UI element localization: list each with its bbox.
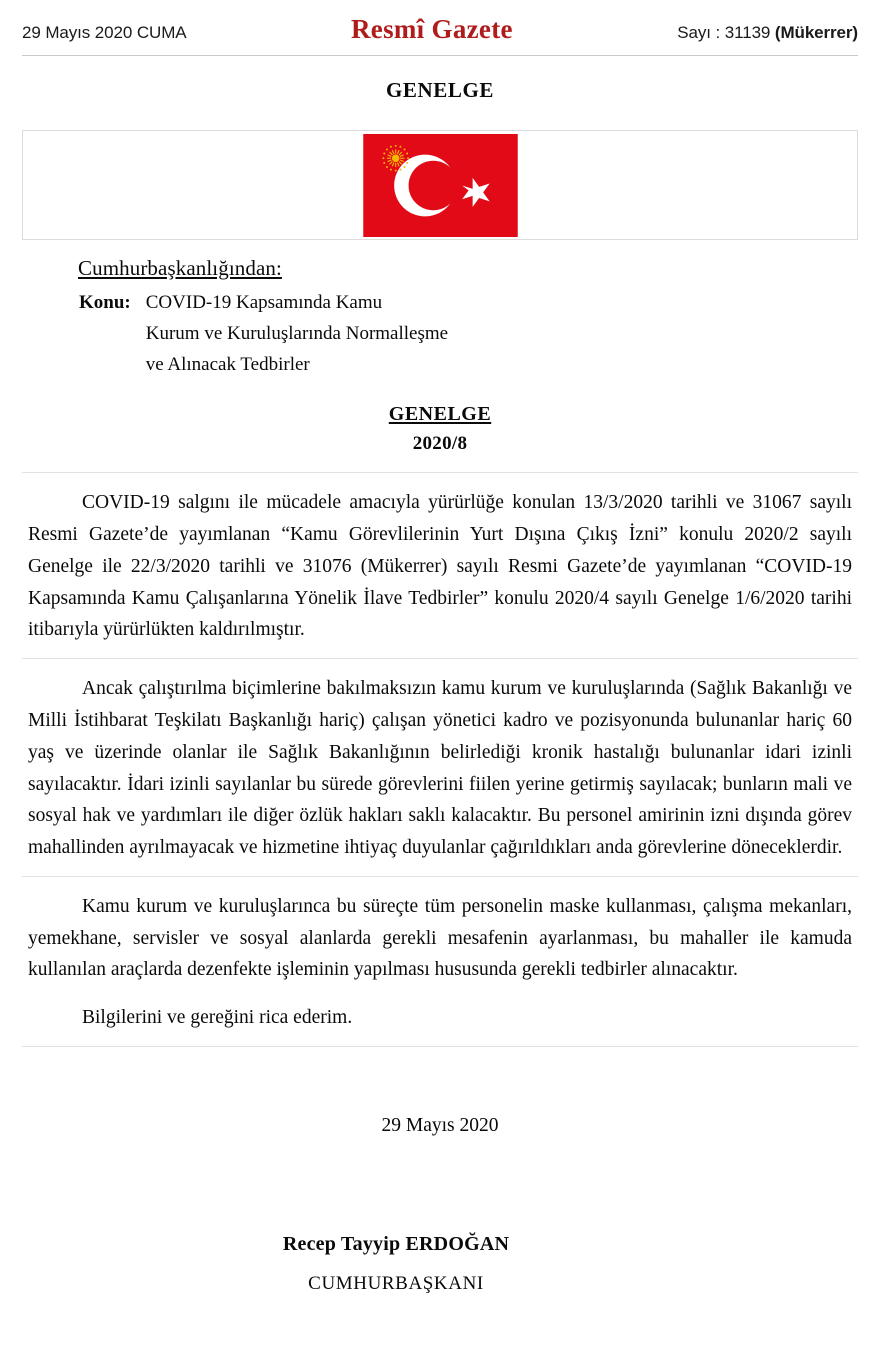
body-divider (22, 1046, 858, 1047)
masthead (0, 0, 880, 53)
document-type-heading: GENELGE (385, 78, 495, 102)
gazette-title: Resmî Gazete (351, 14, 513, 44)
closing-paragraph: Bilgilerini ve gereğini rica ederim. (82, 1007, 353, 1029)
issue-repeat-badge: (Mükerrer) (774, 23, 858, 42)
paragraph-block-3 (22, 877, 858, 1046)
paragraph-block-1 (22, 473, 858, 658)
circular-title-text: GENELGE (388, 403, 492, 426)
subject-value (145, 287, 449, 381)
subject-label: Konu: (79, 292, 131, 313)
issuing-authority: Cumhurbaşkanlığından: (78, 256, 282, 280)
signatory-name: Recep Tayyip ERDOĞAN (282, 1233, 510, 1256)
signature-date: 29 Mayıs 2020 (381, 1115, 499, 1137)
masthead-date: 29 Mayıs 2020 CUMA (22, 23, 187, 42)
body-paragraph: Ancak çalıştırılma biçimlerine bakılmaksızın kamu kurum ve kuruluşlarında (Sağlık Bakanlığı ve Milli İstihbarat Teşkilatı Başkanlığı hariç) çalışan yönetici kadro ve pozisyonunda bulunanlar hariç 60 yaş ve üzerinde olanlar ile Sağlık Bakanlığının belirlediği kronik hastalığı bulunanlar idari izinli sayılacaktır. İdari izinli sayılanlar bu sürede görevlerini fiilen yerine getirmiş sayılacak; bunların mali ve sosyal hak ve yardımları ile diğer özlük hakları saklı kalacaktır. Bu personel amirinin izni dışında görev mahallinden ayrılmayacak ve hizmetine ihtiyaç duyulanlar çağırıldıkları anda görevlerine döneceklerdir. (28, 678, 852, 859)
masthead-divider (22, 55, 858, 56)
flag-panel (22, 130, 858, 240)
body-paragraph: COVID-19 salgını ile mücadele amacıyla yürürlüğe konulan 13/3/2020 tarihli ve 31067 sayılı Resmi Gazete’de yayımlanan “Kamu Görevlilerinin Yurt Dışına Çıkış İzni” konulu 2020/2 sayılı Genelge ile 22/3/2020 tarihli ve 31076 (Mükerrer) sayılı Resmi Gazete’de yayımlanan “COVID-19 Kapsamında Kamu Çalışanlarına Yönelik İlave Tedbirler” konulu 2020/4 sayılı Genelge 1/6/2020 tarihi itibarıyla yürürlükten kaldırılmıştır. (28, 492, 852, 641)
subject-line: COVID-19 Kapsamında Kamu (145, 292, 383, 313)
issue-number-label: Sayı : 31139 (677, 23, 775, 42)
subject-line: Kurum ve Kuruluşlarında Normalleşme (145, 322, 449, 344)
paragraph-block-2 (22, 659, 858, 876)
subject-table (78, 287, 449, 381)
masthead-issue (677, 23, 858, 43)
issuer-block (78, 256, 880, 381)
body-paragraph: Kamu kurum ve kuruluşlarınca bu süreçte tüm personelin maske kullanması, çalışma mekanları, yemekhane, servisler ve sosyal alanlarda gerekli mesafenin ayarlanması, bu mahaller ile kamuda kullanılan araçlarda dezenfekte işleminin yapılması hususunda gerekli tedbirler alınacaktır. (28, 895, 852, 981)
document-body (22, 472, 858, 1047)
circular-number: 2020/8 (412, 433, 468, 455)
signature-block (0, 1233, 880, 1295)
turkish-flag-icon (363, 134, 518, 237)
subject-line: ve Alınacak Tedbirler (145, 353, 310, 375)
signatory-role: CUMHURBAŞKANI (308, 1273, 484, 1295)
circular-title (0, 403, 880, 426)
